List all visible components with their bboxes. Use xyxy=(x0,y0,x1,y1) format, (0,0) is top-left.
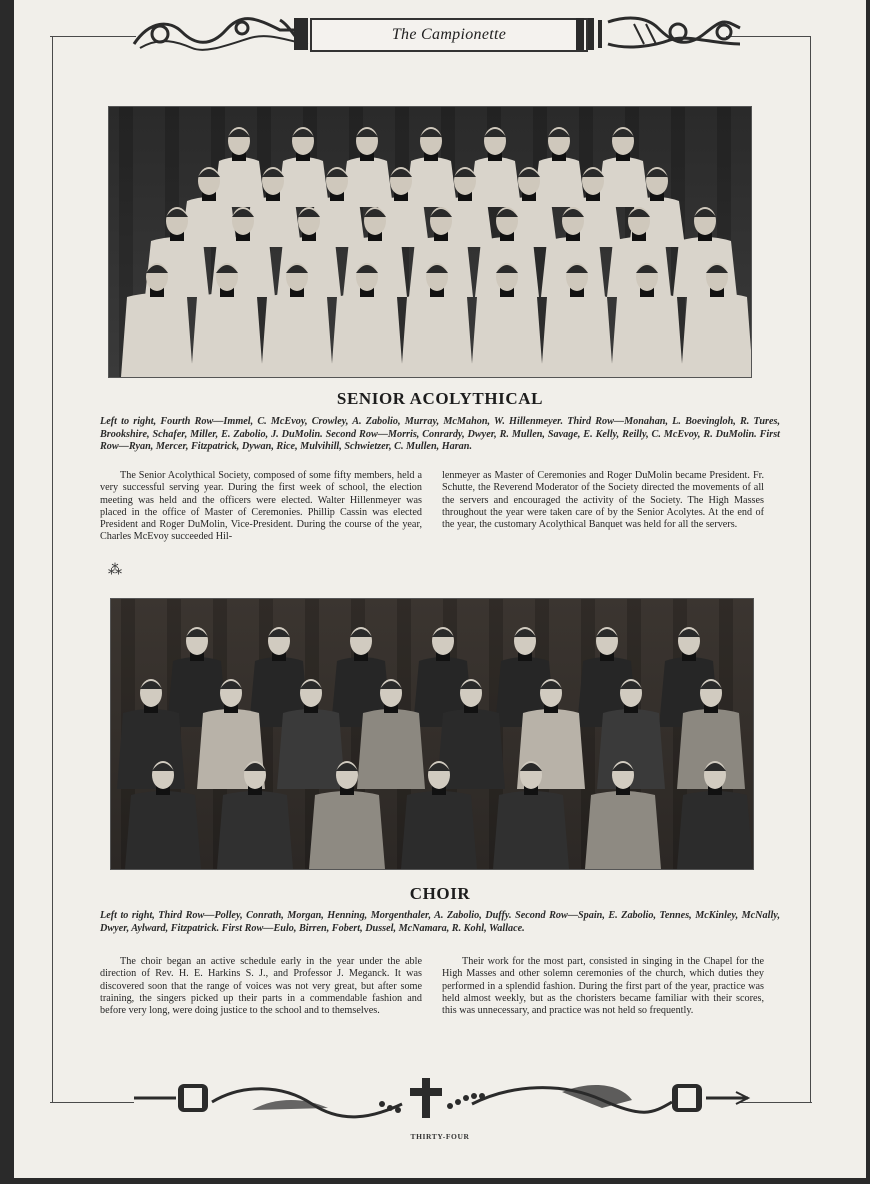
choir-text-right xyxy=(442,956,764,1017)
cross-icon xyxy=(410,1078,442,1118)
person-figure xyxy=(343,237,407,297)
person-figure xyxy=(277,709,345,789)
frame-left-line xyxy=(52,36,53,1102)
person-figure xyxy=(471,293,543,377)
person-figure xyxy=(277,237,341,297)
frame-top-left-line xyxy=(50,36,136,37)
page-header-title: The Campionette xyxy=(391,26,507,43)
paragraph: lenmeyer as Master of Ceremonies and Roger DuMolin became President. Fr. Schutte, the Reverend Moderator of the Society directed the movements of all the servers and encouraged the activity of the Society. The High Masses throughout the year were taken care of by the Senior Acolytes. At the end of the year, the customary Acolythical Banquet was held for all the servers. xyxy=(442,470,764,531)
person-figure xyxy=(261,293,333,377)
person-figure xyxy=(681,293,751,377)
person-figure xyxy=(121,293,193,377)
person-figure xyxy=(331,293,403,377)
person-figure xyxy=(673,237,737,297)
paragraph: The Senior Acolythical Society, composed of some fifty members, held a very successful serving year. During the first week of school, the election meeting was held and the officers were elected. Walter Hillenmeyer was placed in the office of Master of Ceremonies. Phillip Cassin was elected President and Roger DuMolin, Vice-President. During the course of the year, Charles McEvoy succeeded Hil- xyxy=(100,470,422,543)
frame-bottom-left-line xyxy=(50,1102,134,1103)
ink-speck: ⁂ xyxy=(108,563,122,578)
person-figure xyxy=(677,791,753,869)
person-figure xyxy=(541,293,613,377)
footer-ornament xyxy=(132,1074,752,1124)
senior-acolythical-photo xyxy=(108,106,752,378)
choir-text-left xyxy=(100,956,422,1017)
person-figure xyxy=(585,791,661,869)
header-title-box xyxy=(310,18,588,52)
page-number: THIRTY-FOUR xyxy=(410,1132,470,1141)
person-figure xyxy=(125,791,201,869)
person-figure xyxy=(611,293,683,377)
senior-acolythical-caption: Left to right, Fourth Row—Immel, C. McEvoy, Crowley, A. Zabolio, Murray, McMahon, W. Hillenmeyer. Third Row—Monahan, L. Boevingloh, R. Tures, Brookshire, Schafer, Miller, E. Zabolio, J. DuMolin. Second Row—Morris, Conrardy, Dwyer, R. Mullen, Savage, E. Kelly, Reilly, C. McEvoy, R. DuMolin. First Row—Ryan, Mercer, Fitzpatrick, Dywan, Rice, Mulvihill, Schwietzer, C. Mullen, Haran. xyxy=(100,416,780,452)
senior-acolythical-text-right xyxy=(442,470,764,531)
person-figure xyxy=(217,791,293,869)
person-figure xyxy=(401,293,473,377)
person-figure xyxy=(117,709,185,789)
person-figure xyxy=(191,293,263,377)
person-figure xyxy=(493,791,569,869)
banner-ornament-icon xyxy=(574,14,744,54)
frame-right-line xyxy=(810,36,811,1102)
choir-photo xyxy=(110,598,754,870)
yearbook-page xyxy=(14,0,866,1178)
choir-heading: CHOIR xyxy=(409,884,471,903)
person-figure xyxy=(357,709,425,789)
senior-acolythical-text-left xyxy=(100,470,422,544)
scroll-ornament-icon xyxy=(130,14,312,54)
choir-caption: Left to right, Third Row—Polley, Conrath, Morgan, Henning, Morgenthaler, A. Zabolio, Duffy. Second Row—Spain, E. Zabolio, Tennes, McKinley, McNally, Dwyer, Aylward, Fitzpatrick. First Row—Eulo, Birren, Fobert, Dussel, McNamara, R. Kohl, Wallace. xyxy=(100,910,780,934)
senior-acolythical-heading: SENIOR ACOLYTHICAL xyxy=(336,389,544,408)
paragraph: The choir began an active schedule early in the year under the able direction of Rev. H. E. Harkins S. J., and Professor J. Meganck. It was discovered soon that the range of voices was not very great, but after some training, the singers picked up their parts in a commendable fashion and before very long, were doing justice to the school and to themselves. xyxy=(100,956,422,1017)
person-figure xyxy=(607,237,671,297)
person-figure xyxy=(309,791,385,869)
paragraph: Their work for the most part, consisted in singing in the Chapel for the High Masses and other solemn ceremonies of the church, which duties they performed in a splendid fashion. During the first part of the year, practice was held almost weekly, but as the choristers became familiar with their scores, this was unnecessary, and practice was not held so frequently. xyxy=(442,956,764,1017)
person-figure xyxy=(401,791,477,869)
